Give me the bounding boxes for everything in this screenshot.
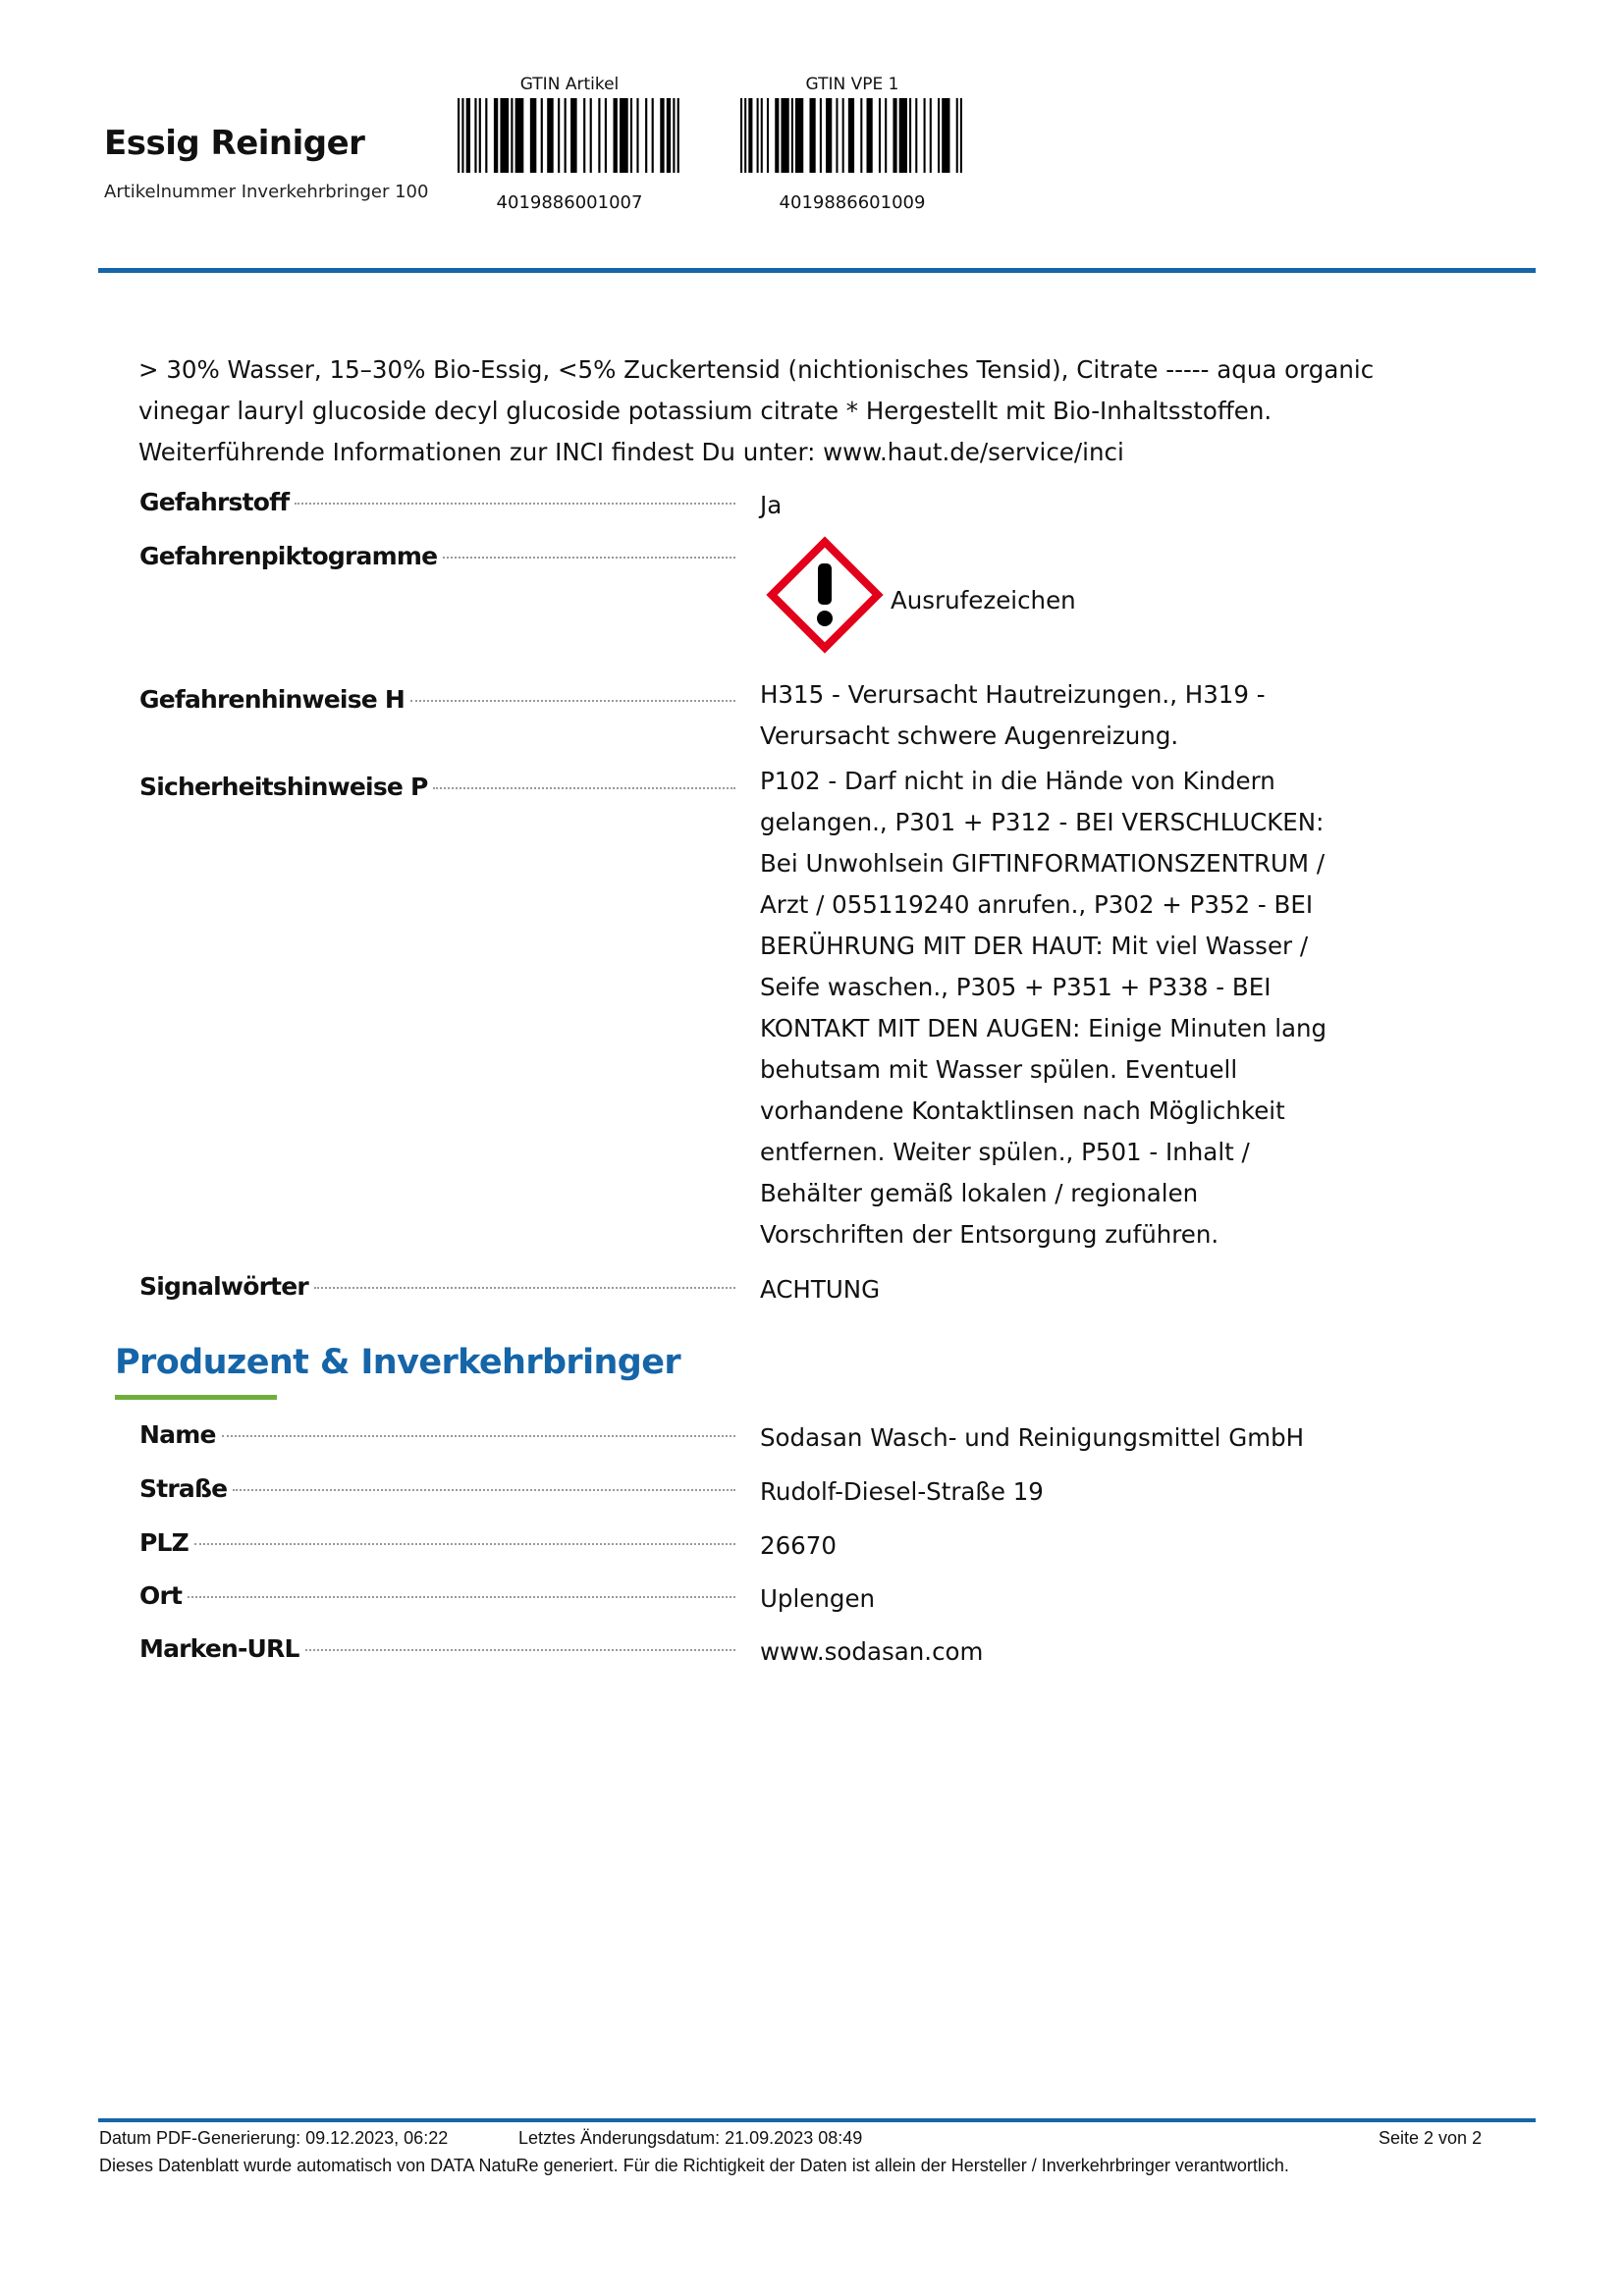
leader-dots: [188, 1596, 735, 1598]
row-label-marken-url: Marken-URL: [139, 1634, 735, 1663]
footer-modified-date: Letztes Änderungsdatum: 21.09.2023 08:49: [518, 2128, 863, 2148]
leader-dots: [305, 1649, 735, 1651]
leader-dots: [314, 1287, 735, 1289]
barcode-bar: [673, 98, 675, 173]
barcode-bar: [848, 98, 854, 173]
barcode-bar: [795, 98, 803, 173]
barcode-2-image: [740, 98, 964, 173]
barcode-bar: [899, 98, 907, 173]
section-heading-producer: Produzent & Inverkehrbringer: [115, 1343, 681, 1382]
article-number: Artikelnummer Inverkehrbringer 100: [104, 182, 429, 202]
barcode-bar: [744, 98, 746, 173]
product-title: Essig Reiniger: [104, 124, 365, 163]
barcode-bar: [791, 98, 793, 173]
row-value-ort: Uplengen: [760, 1584, 876, 1613]
barcode-bar: [781, 98, 788, 173]
barcode-bar: [667, 98, 671, 173]
barcode-bar: [605, 98, 607, 173]
barcode-bar: [842, 98, 844, 173]
barcode-bar: [511, 98, 513, 173]
barcode-bar: [461, 98, 463, 173]
barcode-1-number: 4019886001007: [496, 192, 643, 213]
barcode-bar: [565, 98, 567, 173]
row-value-sicherheitshinweise: P102 - Darf nicht in die Hände von Kindern gelangen., P301 + P312 - BEI VERSCHLUCKEN: Bei Unwohlsein GIFTINFORMATIONSZENTRUM / Arzt / 055119240 anrufen., P302 + P352 - BEI BERÜHRUNG MIT DER HAUT: Mit viel Wasser / Seife waschen., P305 + P351 + P338 - BEI KONTAKT MIT DEN AUGEN: Einige Minuten lang behutsam mit Wasser spülen. Eventuell vorhandene Kontaktlinsen nach Möglichkeit entfernen. Weiter spülen., P501 - Inhalt / Behälter gemäß lokalen / regionalen Vorschriften der Entsorgung zuführen.: [760, 767, 1327, 1249]
barcode-bar: [761, 98, 763, 173]
row-label-plz: PLZ: [139, 1528, 735, 1557]
barcode-bar: [652, 98, 654, 173]
barcode-bar: [826, 98, 832, 173]
exclamation-mark-hazard-icon: [766, 536, 884, 654]
row-value-marken-url: www.sodasan.com: [760, 1637, 984, 1666]
barcode-bar: [860, 98, 862, 173]
row-value-gefahrstoff: Ja: [760, 491, 783, 519]
leader-dots: [295, 503, 735, 505]
row-label-piktogramme: Gefahrenpiktogramme: [139, 542, 735, 570]
barcode-bar: [867, 98, 873, 173]
footer-disclaimer: Dieses Datenblatt wurde automatisch von DATA NatuRe generiert. Für die Richtigkeit der Daten ist allein der Hersteller / Inverkehrbringer verantwortlich.: [99, 2156, 1289, 2175]
barcode-bar: [757, 98, 759, 173]
row-value-plz: 26670: [760, 1531, 837, 1560]
barcode-bar: [474, 98, 476, 173]
barcode-bar: [558, 98, 560, 173]
leader-dots: [410, 700, 735, 702]
row-value-gefahrenhinweise: H315 - Verursacht Hautreizungen., H319 - Verursacht schwere Augenreizung.: [760, 680, 1266, 750]
barcode-bar: [930, 98, 932, 173]
barcode-2-number: 4019886601009: [779, 192, 926, 213]
barcode-bar: [500, 98, 509, 173]
barcode-bar: [915, 98, 917, 173]
row-value-piktogramme: Ausrufezeichen: [891, 586, 1076, 614]
leader-dots: [194, 1543, 735, 1545]
row-label-signalwoerter: Signalwörter: [139, 1272, 735, 1301]
barcode-bar: [598, 98, 600, 173]
barcode-bar: [466, 98, 470, 173]
barcode-bar: [740, 98, 742, 173]
barcode-bar: [809, 98, 815, 173]
barcode-bar: [541, 98, 543, 173]
leader-dots: [233, 1489, 735, 1491]
row-label-sicherheitshinweise: Sicherheitshinweise P: [139, 773, 735, 801]
footer-page-number: Seite 2 von 2: [1379, 2128, 1483, 2148]
barcode-bar: [956, 98, 958, 173]
barcode-bar: [938, 98, 940, 173]
footer-generation-date: Datum PDF-Generierung: 09.12.2023, 06:22: [99, 2128, 449, 2148]
row-label-gefahrstoff: Gefahrstoff: [139, 488, 735, 516]
row-label-name: Name: [139, 1420, 735, 1449]
row-value-name: Sodasan Wasch- und Reinigungsmittel GmbH: [760, 1423, 1305, 1452]
row-label-ort: Ort: [139, 1581, 735, 1610]
barcode-bar: [645, 98, 647, 173]
row-label-strasse: Straße: [139, 1474, 735, 1503]
barcode-bar: [515, 98, 524, 173]
barcode-bar: [885, 98, 887, 173]
barcode-bar: [479, 98, 481, 173]
barcode-bar: [767, 98, 769, 173]
section-heading-underline: [115, 1395, 277, 1400]
barcode-bar: [494, 98, 498, 173]
row-value-strasse: Rudolf-Diesel-Straße 19: [760, 1477, 1044, 1506]
barcode-bar: [942, 98, 949, 173]
barcode-bar: [677, 98, 679, 173]
barcode-bar: [570, 98, 577, 173]
barcode-bar: [893, 98, 896, 173]
barcode-bar: [485, 98, 487, 173]
barcode-bar: [590, 98, 592, 173]
barcode-bar: [614, 98, 618, 173]
barcode-bar: [458, 98, 460, 173]
barcode-bar: [547, 98, 554, 173]
barcode-bar: [879, 98, 881, 173]
footer-divider: [98, 2118, 1536, 2122]
barcode-bar: [530, 98, 537, 173]
barcode-bar: [630, 98, 632, 173]
barcode-bar: [636, 98, 638, 173]
barcode-1-image: [458, 98, 681, 173]
leader-dots: [433, 787, 735, 789]
barcode-bar: [836, 98, 838, 173]
leader-dots: [222, 1435, 735, 1437]
barcode-bar: [660, 98, 664, 173]
barcode-bar: [924, 98, 926, 173]
row-label-gefahrenhinweise: Gefahrenhinweise H: [139, 685, 735, 714]
barcode-1-label: GTIN Artikel: [519, 75, 620, 94]
barcode-bar: [775, 98, 779, 173]
barcode-2-label: GTIN VPE 1: [805, 75, 899, 94]
barcode-bar: [583, 98, 585, 173]
barcode-bar: [909, 98, 911, 173]
header-divider: [98, 268, 1536, 273]
barcode-bar: [748, 98, 752, 173]
barcode-bar: [960, 98, 962, 173]
barcode-bar: [620, 98, 628, 173]
barcode-bar: [820, 98, 822, 173]
row-value-signalwoerter: ACHTUNG: [760, 1275, 881, 1304]
ingredients-text: > 30% Wasser, 15–30% Bio-Essig, <5% Zuckertensid (nichtionisches Tensid), Citrate ----- aqua organic vinegar lauryl glucoside decyl glucoside potassium citrate * Hergestellt mit Bio-Inhaltsstoffen. Weiterführende Informationen zur INCI findest Du unter: www.haut.de/service/inci: [138, 355, 1375, 466]
leader-dots: [443, 557, 735, 559]
